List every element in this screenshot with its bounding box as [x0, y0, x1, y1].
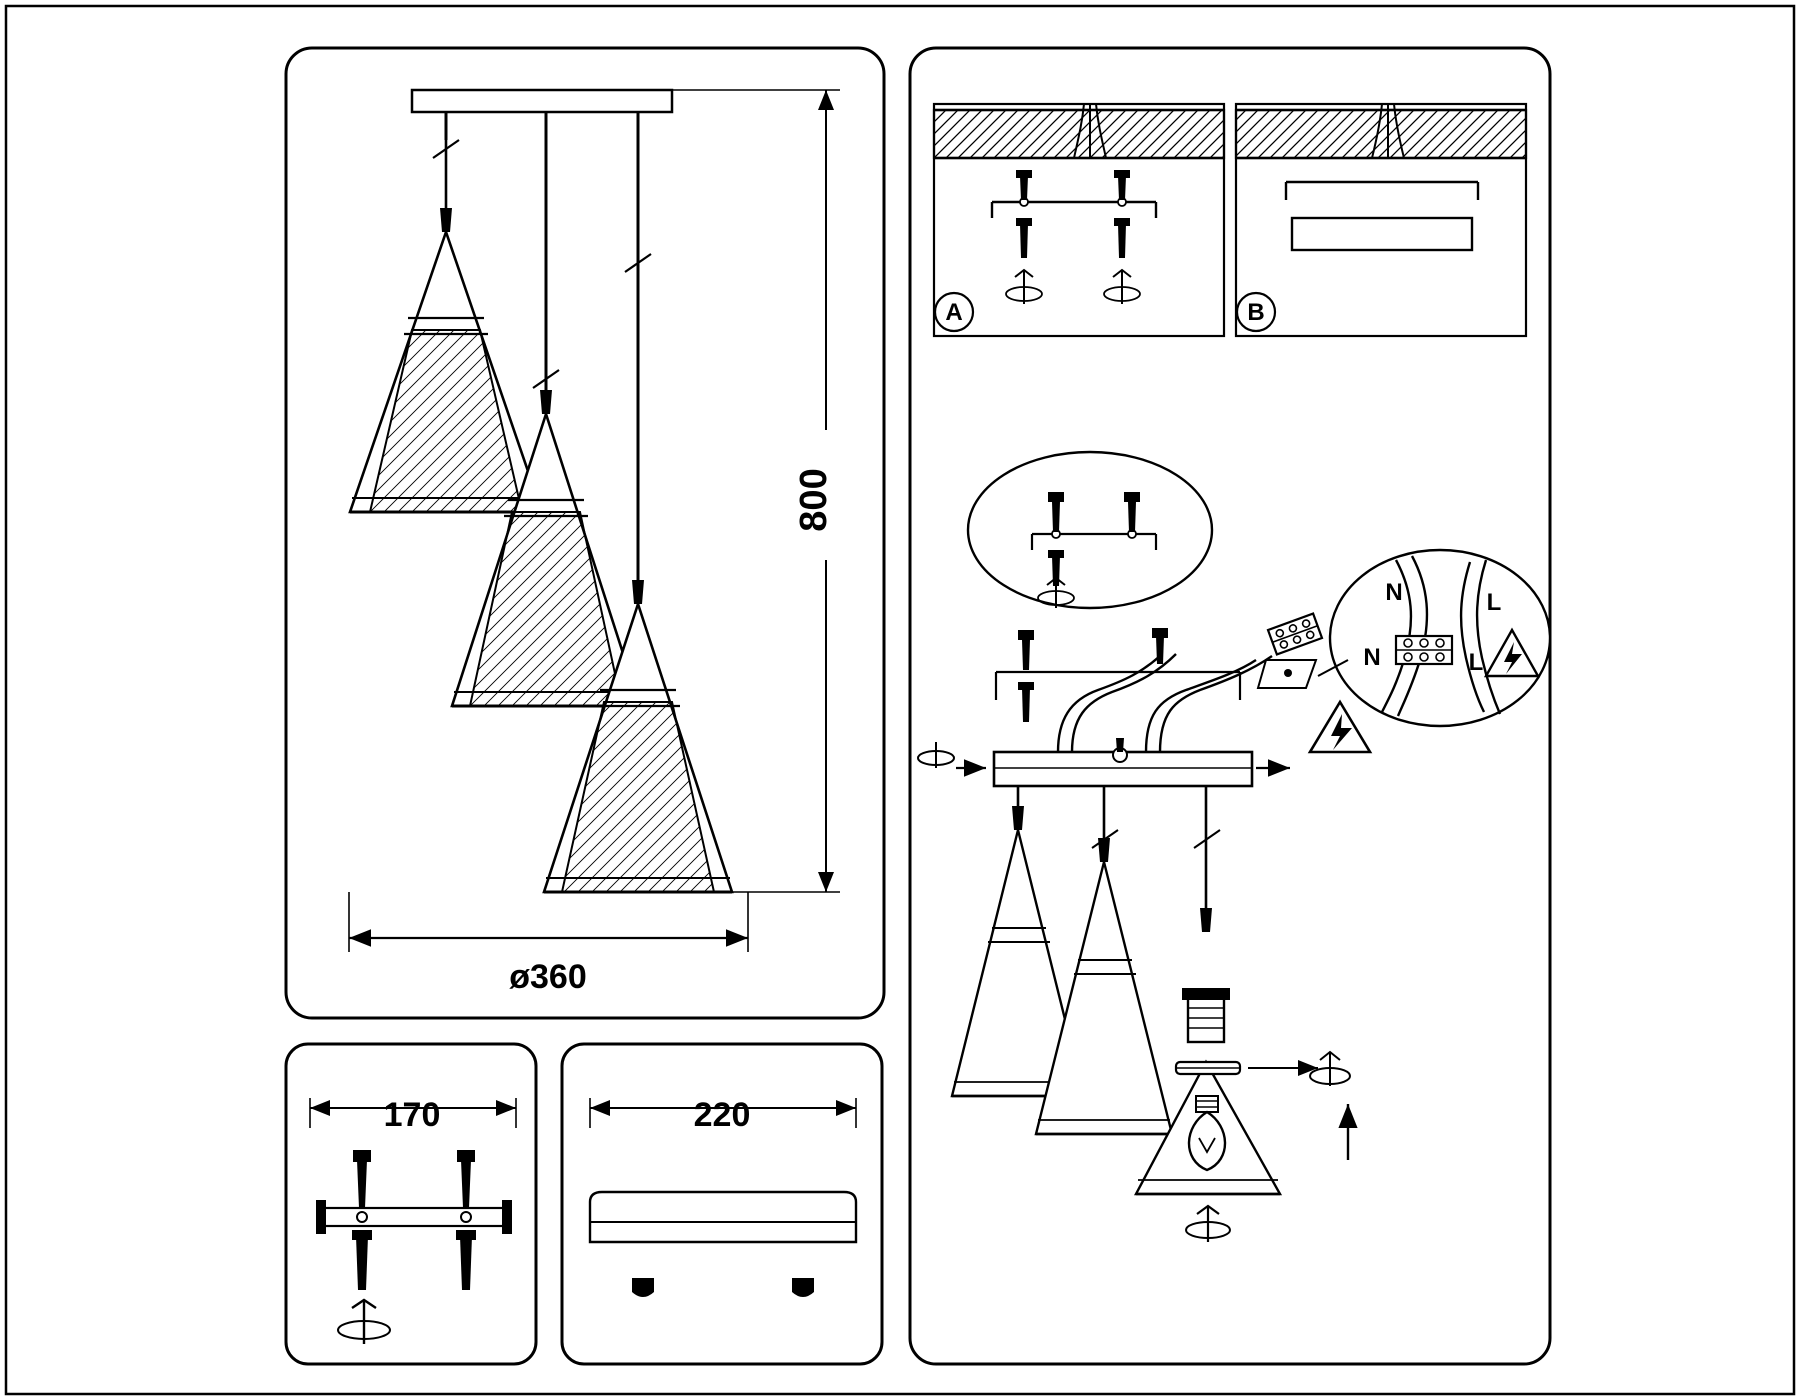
terminal-label-l-bottom: L [1468, 649, 1484, 676]
panel-bracket-detail [286, 1044, 536, 1364]
bracket-screws-top [353, 1150, 475, 1208]
option-a-screwdriver-icons [1006, 270, 1140, 304]
option-a-screws-up [1016, 170, 1130, 200]
rotate-arrow-icon-left [918, 742, 986, 768]
label-option-b-text: B [1247, 299, 1265, 326]
screwdriver-icon-bottom [1186, 1206, 1230, 1242]
dimension-canopy-label: 220 [693, 1096, 751, 1134]
lamp-shade-1 [350, 232, 542, 512]
dimension-diameter-label: ø360 [509, 958, 587, 996]
panel-product-overview [286, 48, 884, 1018]
option-a-plugs-down [1016, 218, 1130, 258]
label-option-b [1237, 293, 1275, 331]
bracket-wall-plugs [352, 1230, 476, 1290]
dimension-bracket-label: 170 [383, 1096, 441, 1134]
terminal-label-n-bottom: N [1363, 644, 1381, 671]
assembly-screws [1018, 628, 1168, 722]
assembly-wires [1058, 654, 1272, 752]
shade-ring [1176, 1062, 1318, 1074]
panel-mount-option-a [934, 104, 1224, 336]
bracket-bar [316, 1200, 512, 1234]
lamp-holder [1182, 988, 1230, 1042]
dimension-height [672, 90, 840, 892]
terminal-label-l-top: L [1486, 589, 1502, 616]
option-a-bar [992, 198, 1156, 218]
canopy-body [590, 1192, 856, 1242]
panel-mount-option-b [1236, 104, 1526, 336]
ceiling-bar [412, 90, 672, 112]
label-option-a-text: A [945, 299, 963, 326]
panel-canopy-detail [562, 1044, 882, 1364]
dimension-height-label: 800 [793, 468, 835, 532]
terminal-block-icon [1258, 614, 1322, 688]
inset-terminal-block [1396, 636, 1452, 664]
screwdriver-icon [338, 1300, 390, 1344]
warning-icon-main [1310, 702, 1370, 752]
assembly-mount-bar [996, 628, 1240, 722]
option-b-bar [1286, 182, 1478, 250]
dimension-diameter [349, 892, 748, 996]
label-option-a [935, 293, 973, 331]
terminal-label-n-top: N [1385, 579, 1403, 606]
inset-ceiling-fixing [968, 452, 1212, 608]
inset-wiring-detail [1318, 550, 1550, 726]
canopy-screw-holes [632, 1278, 814, 1297]
assembly-canopy [994, 738, 1252, 786]
